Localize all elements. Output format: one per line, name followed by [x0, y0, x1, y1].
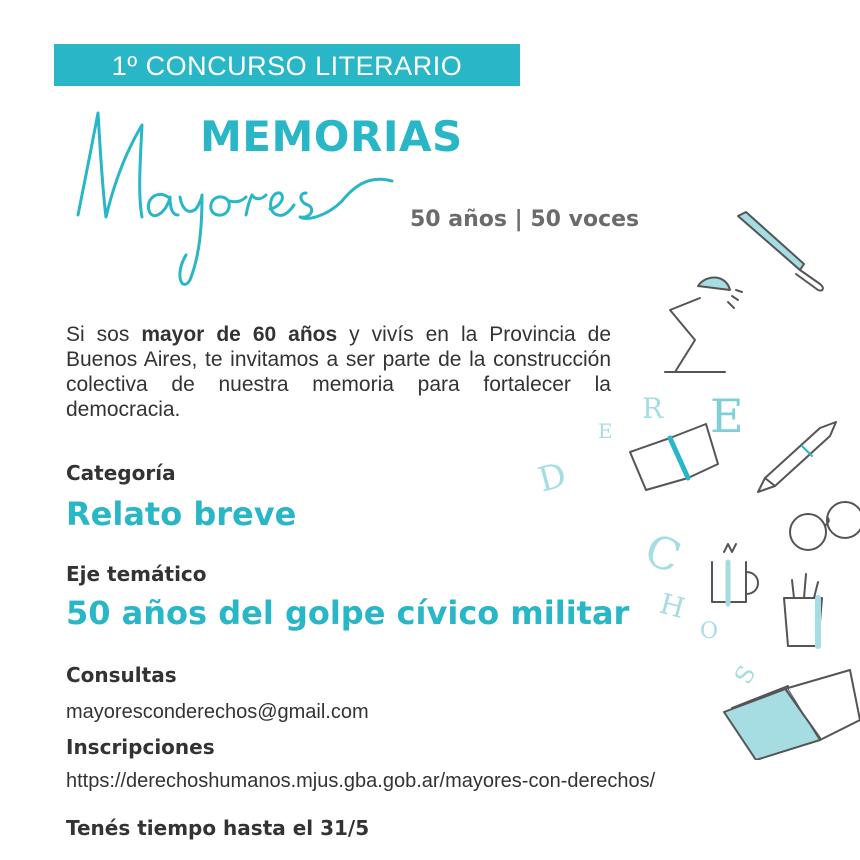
mayores-script-logo	[70, 105, 410, 295]
book-icon	[630, 424, 718, 490]
inscripciones-label: Inscripciones	[66, 735, 215, 759]
inscripciones-url[interactable]: https://derechoshumanos.mjus.gba.gob.ar/mayores-con-derechos/	[66, 770, 656, 792]
brush-icon	[738, 212, 823, 291]
eje-value: 50 años del golpe cívico militar	[66, 594, 630, 632]
letter-r: R	[642, 392, 664, 425]
letter-c: C	[638, 524, 688, 584]
categoria-label: Categoría	[66, 461, 176, 485]
letter-e-large: E	[710, 389, 744, 443]
consultas-email[interactable]: mayoresconderechos@gmail.com	[66, 701, 369, 723]
lamp-icon	[665, 277, 742, 372]
letter-s: S	[728, 660, 762, 689]
mug-icon	[712, 544, 758, 604]
intro-bold: mayor de 60 años	[141, 323, 338, 346]
contest-banner: 1º CONCURSO LITERARIO	[54, 44, 520, 86]
title-memorias: MEMORIAS	[200, 112, 463, 161]
categoria-value: Relato breve	[66, 495, 297, 533]
pencil-cup-icon	[784, 574, 822, 646]
letter-e-small: E	[598, 419, 613, 443]
letter-d: D	[533, 454, 571, 501]
consultas-label: Consultas	[66, 663, 177, 687]
intro-text-2: y vivís en la Provincia de Buenos Aires, te invitamos a ser parte de la construcción colectiva de nuestra memoria para fortalecer la democracia.	[66, 323, 612, 421]
glasses-icon	[790, 502, 860, 550]
subtitle: 50 años | 50 voces	[410, 207, 640, 232]
deadline: Tenés tiempo hasta el 31/5	[66, 816, 370, 840]
pen-icon	[758, 422, 836, 492]
eje-label: Eje temático	[66, 562, 207, 586]
letter-h: H	[656, 586, 689, 626]
decorative-illustration	[520, 200, 860, 760]
letter-o: O	[700, 619, 719, 644]
intro-text-1: Si sos	[66, 323, 142, 346]
